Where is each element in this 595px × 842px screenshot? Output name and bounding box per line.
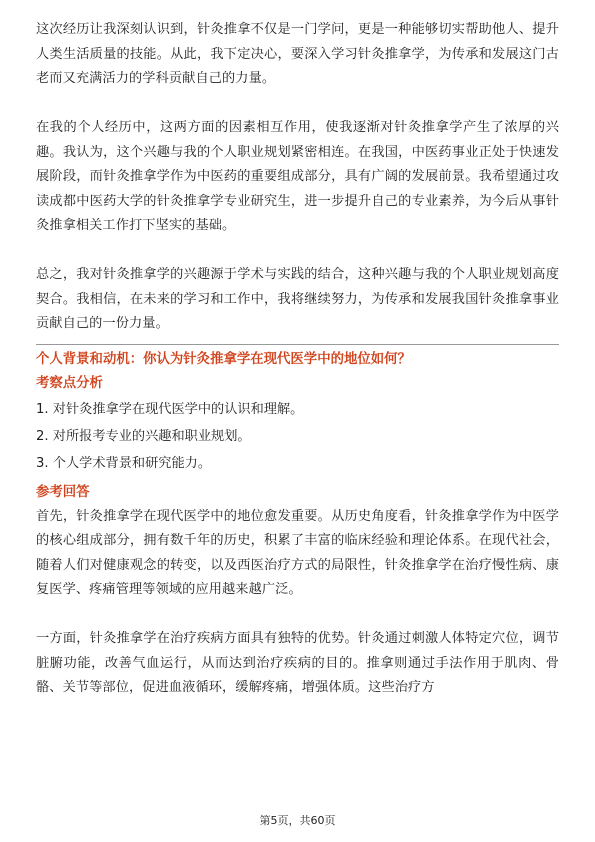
intro-paragraph-1: 这次经历让我深刻认识到，针灸推拿不仅是一门学问，更是一种能够切实帮助他人、提升人类生活质量的技能。从此，我下定决心，要深入学习针灸推拿学，为传承和发展这门古老而又充满活力的学科贡献自己的力量。 (36, 22, 559, 86)
analysis-item-2: 2. 对所报考专业的兴趣和职业规划。 (36, 428, 251, 444)
paragraph-gap (36, 92, 559, 117)
analysis-item-1: 1. 对针灸推拿学在现代医学中的认识和理解。 (36, 401, 304, 417)
intro-paragraph-2: 在我的个人经历中，这两方面的因素相互作用，使我逐渐对针灸推拿学产生了浓厚的兴趣。我认为，这个兴趣与我的个人职业规划紧密相连。在我国，中医药事业正处于快速发展阶段，而针灸推拿学作为中医药的重要组成部分，具有广阔的发展前景。我希望通过攻读成都中医药大学的针灸推拿学专业研究生，进一步提升自己的专业素养，为今后从事针灸推拿相关工作打下坚实的基础。 (36, 120, 559, 233)
section-divider (36, 344, 559, 345)
analysis-heading: 考察点分析 (36, 375, 103, 391)
page-footer: 第5页，共60页 (259, 814, 336, 827)
paragraph-gap (36, 603, 559, 628)
answer-paragraph-1: 首先，针灸推拿学在现代医学中的地位愈发重要。从历史角度看，针灸推拿学作为中医学的核心组成部分，拥有数千年的历史，积累了丰富的临床经验和理论体系。在现代社会，随着人们对健康观念的转变，以及西医治疗方式的局限性，针灸推拿学在治疗慢性病、康复医学、疼痛管理等领域的应用越来越广泛。 (36, 508, 559, 597)
intro-paragraph-3: 总之，我对针灸推拿学的兴趣源于学术与实践的结合，这种兴趣与我的个人职业规划高度契合。我相信，在未来的学习和工作中，我将继续努力，为传承和发展我国针灸推拿事业贡献自己的一份力量。 (36, 267, 559, 331)
document-page (36, 18, 559, 701)
paragraph-gap (36, 239, 559, 264)
answer-heading: 参考回答 (36, 484, 90, 500)
question-heading: 个人背景和动机：你认为针灸推拿学在现代医学中的地位如何？ (36, 351, 411, 367)
analysis-item-3: 3. 个人学术背景和研究能力。 (36, 455, 212, 471)
answer-paragraph-2: 一方面，针灸推拿学在治疗疾病方面具有独特的优势。针灸通过刺激人体特定穴位，调节脏腑功能，改善气血运行，从而达到治疗疾病的目的。推拿则通过手法作用于肌肉、骨骼、关节等部位，促进血液循环，缓解疼痛，增强体质。这些治疗方 (36, 631, 559, 695)
